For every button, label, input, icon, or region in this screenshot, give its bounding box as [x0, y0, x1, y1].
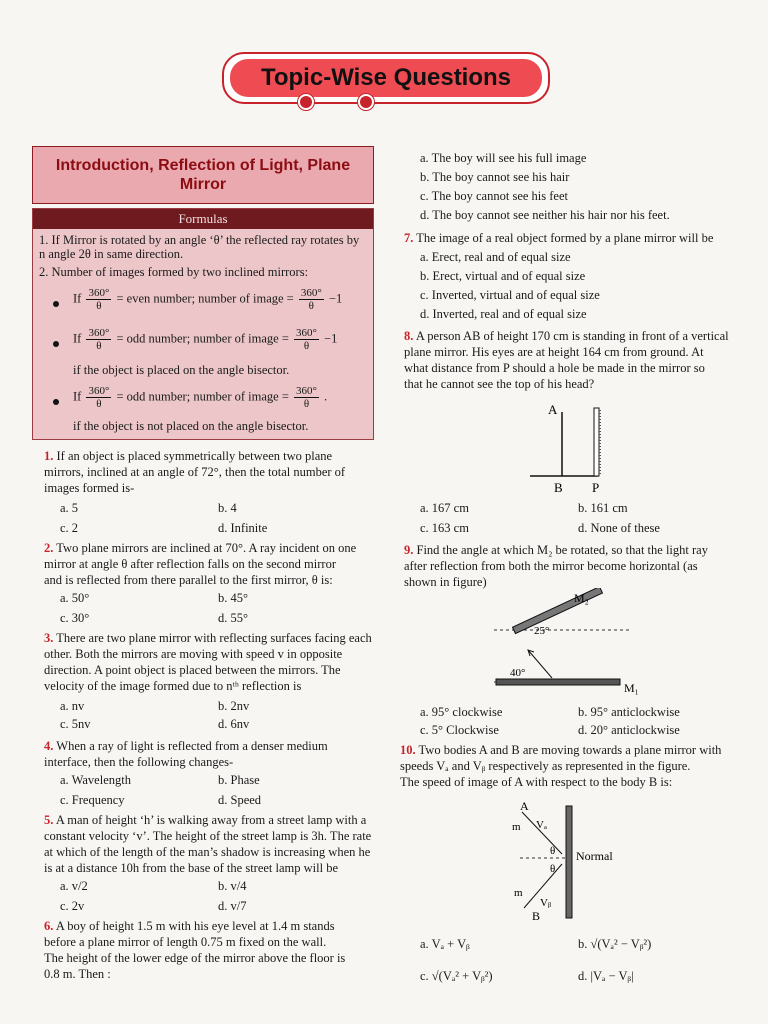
- q5-option-c[interactable]: c. 2v: [60, 899, 85, 913]
- mirror-shape: [594, 408, 599, 476]
- q7-option-b[interactable]: b. Erect, virtual and of equal size: [420, 269, 586, 283]
- q2-option-a[interactable]: a. 50°: [60, 591, 90, 605]
- q6-option-a[interactable]: a. The boy will see his full image: [420, 151, 587, 165]
- q10-option-b[interactable]: b. √(Vₐ² − Vᵦ²): [578, 937, 652, 951]
- q7-option-a[interactable]: a. Erect, real and of equal size: [420, 250, 571, 264]
- question-2: 2. Two plane mirrors are inclined at 70°. A ray incident on one mirror at angle θ after reflection falls on the second mirror and is reflected from there parallel to the first mirror, θ is:: [44, 541, 357, 587]
- label-theta-2: θ: [550, 863, 556, 875]
- q10-option-c[interactable]: c. √(Vₐ² + Vᵦ²): [420, 969, 493, 983]
- label-m1: M₁: [624, 681, 639, 695]
- figure-moving-bodies: [500, 798, 630, 922]
- label-angle-40: 40°: [510, 667, 526, 679]
- label-normal: Normal: [576, 849, 613, 863]
- question-3: 3. There are two plane mirror with reflecting surfaces facing each other. Both the mirrors are moving with speed v in opposite direction. A point object is placed between the mirrors. The velocity of the image formed due to nᵗʰ reflection is: [44, 631, 372, 693]
- question-8: 8. A person AB of height 170 cm is standing in front of a vertical plane mirror. His eyes are at height 164 cm from ground. At what distance from P should a hole be made in the mirror so that he cannot see the top of his head?: [404, 329, 729, 391]
- q4-option-b[interactable]: b. Phase: [218, 773, 260, 787]
- question-1: 1. If an object is placed symmetrically between two plane mirrors, inclined at an angle of 72°, then the total number of images formed is-: [44, 449, 346, 495]
- q8-option-d[interactable]: d. None of these: [578, 521, 660, 535]
- label-va: Vₐ: [536, 819, 547, 831]
- q1-option-b[interactable]: b. 4: [218, 501, 237, 515]
- q7-option-c[interactable]: c. Inverted, virtual and of equal size: [420, 288, 600, 302]
- formula-box: [32, 208, 374, 440]
- formula-note-bisector: if the object is placed on the angle bisector.: [73, 363, 290, 377]
- q3-option-c[interactable]: c. 5nv: [60, 717, 91, 731]
- q2-option-d[interactable]: d. 55°: [218, 611, 248, 625]
- q1-option-c[interactable]: c. 2: [60, 521, 79, 535]
- section-title: Introduction, Reflection of Light, Plane Mirror: [55, 157, 351, 193]
- label-body-b: B: [532, 909, 541, 922]
- section-title-banner: [32, 146, 374, 204]
- title-ornament-right: [358, 94, 374, 110]
- question-5: 5. A man of height ‘h’ is walking away from a street lamp with a constant velocity ‘v’. The height of the street lamp is 3h. The rate at which of the length of the man’s shadow is increasing when he is at a distance 10h from the base of the street lamp will be: [44, 813, 372, 875]
- q2-option-b[interactable]: b. 45°: [218, 591, 248, 605]
- mirror-vertical: [566, 806, 572, 918]
- label-body-a: A: [520, 799, 529, 813]
- mirror-m2: [512, 588, 602, 634]
- question-6: 6. A boy of height 1.5 m with his eye level at 1.4 m stands before a plane mirror of length 0.75 m fixed on the wall. The height of the lower edge of the mirror above the floor is 0.8 m. Then :: [44, 919, 346, 981]
- page-title-frame: [222, 52, 550, 104]
- q4-option-c[interactable]: c. Frequency: [60, 793, 125, 807]
- q9-option-b[interactable]: b. 95° anticlockwise: [578, 705, 680, 719]
- q3-option-d[interactable]: d. 6nv: [218, 717, 250, 731]
- q1-option-a[interactable]: a. 5: [60, 501, 79, 515]
- incident-ray: [528, 650, 552, 678]
- formula-item-2: 2. Number of images formed by two inclined mirrors:: [39, 265, 309, 279]
- q8-option-b[interactable]: b. 161 cm: [578, 501, 628, 515]
- q4-option-d[interactable]: d. Speed: [218, 793, 262, 807]
- q5-option-a[interactable]: a. v/2: [60, 879, 88, 893]
- formula-odd-rule-off-bisector: If $\frac{360^\circ}{\theta}$ = odd number; number of image = $\frac{360^\circ}{\theta}$ .: [73, 385, 328, 410]
- q6-option-d[interactable]: d. The boy cannot see neither his hair nor his feet.: [420, 208, 670, 222]
- q1-option-d[interactable]: d. Infinite: [218, 521, 268, 535]
- q10-option-a[interactable]: a. Vₐ + Vᵦ: [420, 937, 470, 951]
- q9-option-c[interactable]: c. 5° Clockwise: [420, 723, 499, 737]
- figure-two-mirrors: [490, 588, 650, 700]
- label-m2: M₂: [574, 591, 589, 605]
- label-vb: Vᵦ: [540, 897, 552, 909]
- q8-option-c[interactable]: c. 163 cm: [420, 521, 469, 535]
- q8-option-a[interactable]: a. 167 cm: [420, 501, 469, 515]
- q7-option-d[interactable]: d. Inverted, real and of equal size: [420, 307, 587, 321]
- fraction: $\frac{360^\circ}{\theta}$: [300, 287, 322, 312]
- formula-note-off-bisector: if the object is not placed on the angle bisector.: [73, 419, 309, 433]
- figure-person-mirror: [520, 398, 620, 496]
- question-10: 10. Two bodies A and B are moving towards a plane mirror with speeds Vₐ and Vᵦ respectively as represented in the figure. The speed of image of A with respect to the body B is:: [400, 743, 722, 789]
- question-9: 9. Find the angle at which M₂ be rotated, so that the light ray after reflection from both the mirror become horizontal (as shown in figure): [404, 543, 708, 589]
- q5-option-b[interactable]: b. v/4: [218, 879, 247, 893]
- formula-odd-rule-bisector: If $\frac{360^\circ}{\theta}$ = odd number; number of image = $\frac{360^\circ}{\theta}$ −1: [73, 327, 338, 352]
- label-theta-1: θ: [550, 845, 556, 857]
- q9-option-a[interactable]: a. 95° clockwise: [420, 705, 503, 719]
- q10-option-d[interactable]: d. |Vₐ − Vᵦ|: [578, 969, 634, 983]
- q9-option-d[interactable]: d. 20° anticlockwise: [578, 723, 680, 737]
- q3-option-a[interactable]: a. nv: [60, 699, 85, 713]
- label-mass-b: m: [514, 887, 523, 899]
- question-7: 7. The image of a real object formed by a plane mirror will be: [404, 231, 714, 245]
- bullet-icon: [53, 399, 59, 405]
- label-mass-a: m: [512, 821, 521, 833]
- q4-option-a[interactable]: a. Wavelength: [60, 773, 131, 787]
- q6-option-b[interactable]: b. The boy cannot see his hair: [420, 170, 570, 184]
- mirror-m1: [496, 679, 620, 685]
- formula-item-1: 1. If Mirror is rotated by an angle ‘θ’ the reflected ray rotates by n angle 2θ in same direction.: [39, 233, 360, 261]
- q5-option-d[interactable]: d. v/7: [218, 899, 247, 913]
- q6-option-c[interactable]: c. The boy cannot see his feet: [420, 189, 568, 203]
- bullet-icon: [53, 301, 59, 307]
- page-title-banner: [230, 59, 542, 97]
- page-title: Topic-Wise Questions: [260, 64, 512, 91]
- label-b: B: [554, 480, 563, 495]
- formula-heading: Formulas: [33, 209, 373, 229]
- label-p: P: [592, 480, 600, 495]
- label-a: A: [548, 402, 558, 417]
- label-angle-25: 25°: [534, 625, 550, 637]
- fraction: $\frac{360^\circ}{\theta}$: [88, 287, 110, 312]
- question-4: 4. When a ray of light is reflected from a denser medium interface, then the following changes-: [44, 739, 328, 769]
- q2-option-c[interactable]: c. 30°: [60, 611, 90, 625]
- bullet-icon: [53, 341, 59, 347]
- q3-option-b[interactable]: b. 2nv: [218, 699, 250, 713]
- formula-even-rule: If $\frac{360^\circ}{\theta}$ = even number; number of image = $\frac{360^\circ}{\theta}$ −1: [73, 287, 343, 312]
- title-ornament-left: [298, 94, 314, 110]
